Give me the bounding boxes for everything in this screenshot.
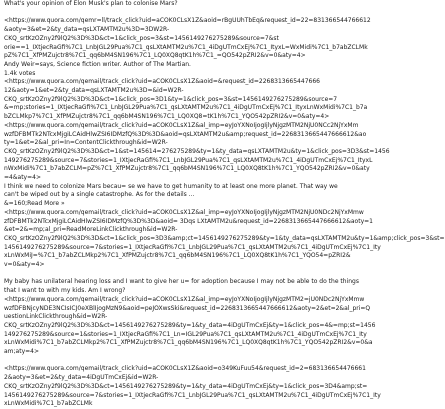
text-line: wzfDFBMTk2NTcxMjgiLCAidHlwZSI6IDMzfQ%3D%3D&aoid=qsLXtAMTM2u&amp;request_id=2268313665447666612&ao [4,130,367,138]
blank-line [4,9,397,18]
text-line: can't be wiped out by a single catastrophe. As for the details ... [4,191,195,199]
text-line: am;aty=4> [4,348,39,356]
tracking-url-line: 1456149276275289&source=7&stories=1_IXtjecRaGfi%7C1_LnbJGL29Pua%7C1_qsLXtAMTM2u%7C1_4iDgUTmCxEj%7C1_Ity [4,391,381,399]
text-line: =4&aty=4> [4,174,41,182]
tracking-url-line: &aoty=3&et=2&ty_data=qsLXTAMTM2u%3D=3DW2R- [4,26,170,34]
tracking-url-line: 149276275289&source=7&stories=1_IXtjecRaGfi%7C1_LnbJGL29Pua%7C1_qsLXtAMTM2u%7C1_4iDgUTmCxEj%7C1_ItyxL [4,156,373,164]
tracking-url-line: pZ%7C1_XfPMZujctr8%7C1_qq6bM4SN196%7C1_LQ0XQ8qtK1h%7C1_=QO542pZRI2&v=0&aty=4> [4,52,306,60]
tracking-url-line: CKQ_srtKzOZny2f9lQ2%3D%3D&ct=1456149276275289&ty=1&ty_data=4iDgUTmCxEj&ty=1&click_pos=4&=mp;st=1456 [4,321,376,329]
tracking-url-line: 12&aoty=1&et=2&ty_data=qsLXTAMTM2u%3D=&id=W2R- [4,87,184,95]
tracking-url-line: bZCLMkp7%7C1_XfPMZujctr8%7C1_qq6bM4SN196%7C1_LQ0XQ8=tK1h%7C1_YQO542pZRI2&v=0&aty=4> [4,113,330,121]
tracking-url-line: <https://www.quora.com/qemail/track_click?uid=aCOK0CLsX1Z&al_imp=eyJoYXNoIjogIjlyNjgzMTM2NjU0NCc2NjYxMm [4,121,359,129]
text-line: Andy Weir=says, Science fiction writer. Author of The Martian. [4,60,191,68]
text-line: I think we need to colonize Mars becau= se we have to get humanity to at least one more planet. That way we [4,182,338,190]
tracking-url-line: ty=1&et=2&al_pri=In=ContentClickthrough&id=W2R- [4,139,168,147]
blank-line [4,270,397,279]
tracking-url-line: <https://www.quora.com/qemr=ll/track_click?uid=aCOK0CLsX1Z&aoid=rBgUUhTbEq&request_id=22=831366544766612 [4,17,371,25]
tracking-url-line: zfDFBMTk2NTcxMjgiLCAidHlwZSI6IDMzfQ%3D%3D&aoid= 3Dqs LXtAMTM2u&request_id=2268313665447666612&aoty=1 [4,217,373,225]
tracking-url-line: <https://www.quora.com/qemail/track_click?uid=aCOK0CLsX1Z&aoid=&request_id=2268313665447666 [4,78,320,86]
text-line: v=0&aty=4> [4,261,45,269]
tracking-url-line: xLnWxMidi%7C1_b7abZCLMk [4,400,93,408]
tracking-url-line: CKQ_srtKzOZny2f9lQ2%3D%3D&ct=1&click_pos=3D3&amp;ct=1456149276275289&ty=1&ty_data=qsLXTAMTM2u&ty=1&amp;click_pos=3&st= [4,234,445,242]
tracking-url-line: CKQ_srtKzOZny2f9lQ2%3D%3D&ct=1&st=145614=276275289&ty=1&ty_data=qsLXTAMTM2u&ty=1&click_pos=3D3&st=1456 [4,147,390,155]
tracking-url-line: 149276275289&source=1&stories=1_IXtjecRaGfi%7C1_Ln=IGL29Pua%7C1_qsLXtAMTM2u%7C1_4iDgUTmCxEj%7C1_Ity [4,330,367,338]
tracking-url-line: &=160;Read More » [4,200,65,208]
blank-line [4,357,397,366]
tracking-url-line: CKQ_srtKzOZny2f9lQ2%3D%3D&ct=1456149276275289&ty=1&ty_data=4iDgUTmCxEj&ty=1&click_pos=3D4&amp;st= [4,382,368,390]
tracking-url-line: wzfDFBNjcyNDE3NCIsICJ0eXBlIjogMzN9&aoid=peJOXwsSki&request_id=2268313665447666612&aoty=2&et=2&al_pri=Q [4,304,371,312]
text-line: 1.4k votes [4,69,36,77]
tracking-url-line: xLnWxMiJ=%7C1_b7abZCLMkp2%7C1_XfPMZujctr8%7C1_qq6bM4SN196%7C1_LQ0XQ8tK1h%7C1_YQO54=pZRI2& [4,252,351,260]
tracking-url-line: &=mp;stories=1_IXtjecRaGfi%7C1_LnbJGL29Pua%7C1_qsLXtAMTM2u%7C1_4iDgUTmCxEj%7C1_ItyxLnWxMidi%7C1_b7a [4,104,368,112]
tracking-url-line: xLnWxMidi%7C1_b7abZCLMkp2%7C1_XfPMZujctr8%7C1_qq6bM4SN196%7C1_LQ0XQ8qtK1h%7C1_YQO542pZRI2&v=0&a [4,339,373,347]
tracking-url-line: <https://www.quora.com/qemail/track_click?uid=aCOK0CLsX1Z&aoid=o349KuFuu54&request_id=2=683136654476661 [4,365,366,373]
text-line: My baby has unilateral hearing loss and I want to give her u= for adoption because I may not be able to do the things [4,278,359,286]
tracking-url-line: CKQ_srtKzOZny2f9lQ2%3D%3D&ct=1&click_pos=3D1&ty=1&click_pos=3&st=1456149276275289&source=7 [4,95,338,103]
tracking-url-line: <https://www.quora.com/qemail/track_click?uid=aCOK0CLsX1Z&al_imp=eyJoYXNoIjogIjlyNjgzMTM2NjU0NDc2NjYxMmw [4,208,364,216]
tracking-url-line: <https://www.quora.com/qemail/track_click?uid=aCOK0CLsX1Z&al_imp=eyJoYXNoIjogIjlyNjgzMTM2=jU0NDc2NjYxMmw [4,295,365,303]
tracking-url-line: 1456149276275289&source=7&stories=1_IXtjecRaGfi%7C1_LnbJGL29Pua%7C1_qsLXtAMTM2u%7C1_4iDgUTmCxEj%7C1_Ity [4,243,381,251]
text-line: that I want to with my kids. Am I wrong? [4,287,126,295]
tracking-url-line: orie==1_IXtjecRaGfi%7C1_LnbJGL29Pua%7C1_qsLXtAMTM2u%7C1_4iDgUTmCxEj%7C1_ItyxL=WxMidi%7C1_b7abZCLMk [4,43,368,51]
tracking-url-line: &et=2&=mp;al_pri=ReadMoreLinkClickthrough&id=W2R- [4,226,178,234]
text-line: What's your opinion of Elon Musk's plan to colonise Mars? [4,0,178,7]
tracking-url-line: 2&aoty=3&et=2&ty_data=4iDgUTmCxEj&id=W2R- [4,374,159,382]
text-line: uestionLinkClickthrough&id=W2R- [4,313,108,321]
tracking-url-line: nWxMidi%7C1_b7abZCLM=pZ%7C1_XfPMZujctr8%7C1_qq6bM4SN196%7C1_LQ0XQ8tK1h%7C1_YQO542pZRI2&v=0&aty [4,165,370,173]
tracking-url-line: CKQ_srtKzOZny2f9lQ2%3D%3D&ct=1&click_pos=3&st=1456149276275289&source=7&st [4,34,279,42]
